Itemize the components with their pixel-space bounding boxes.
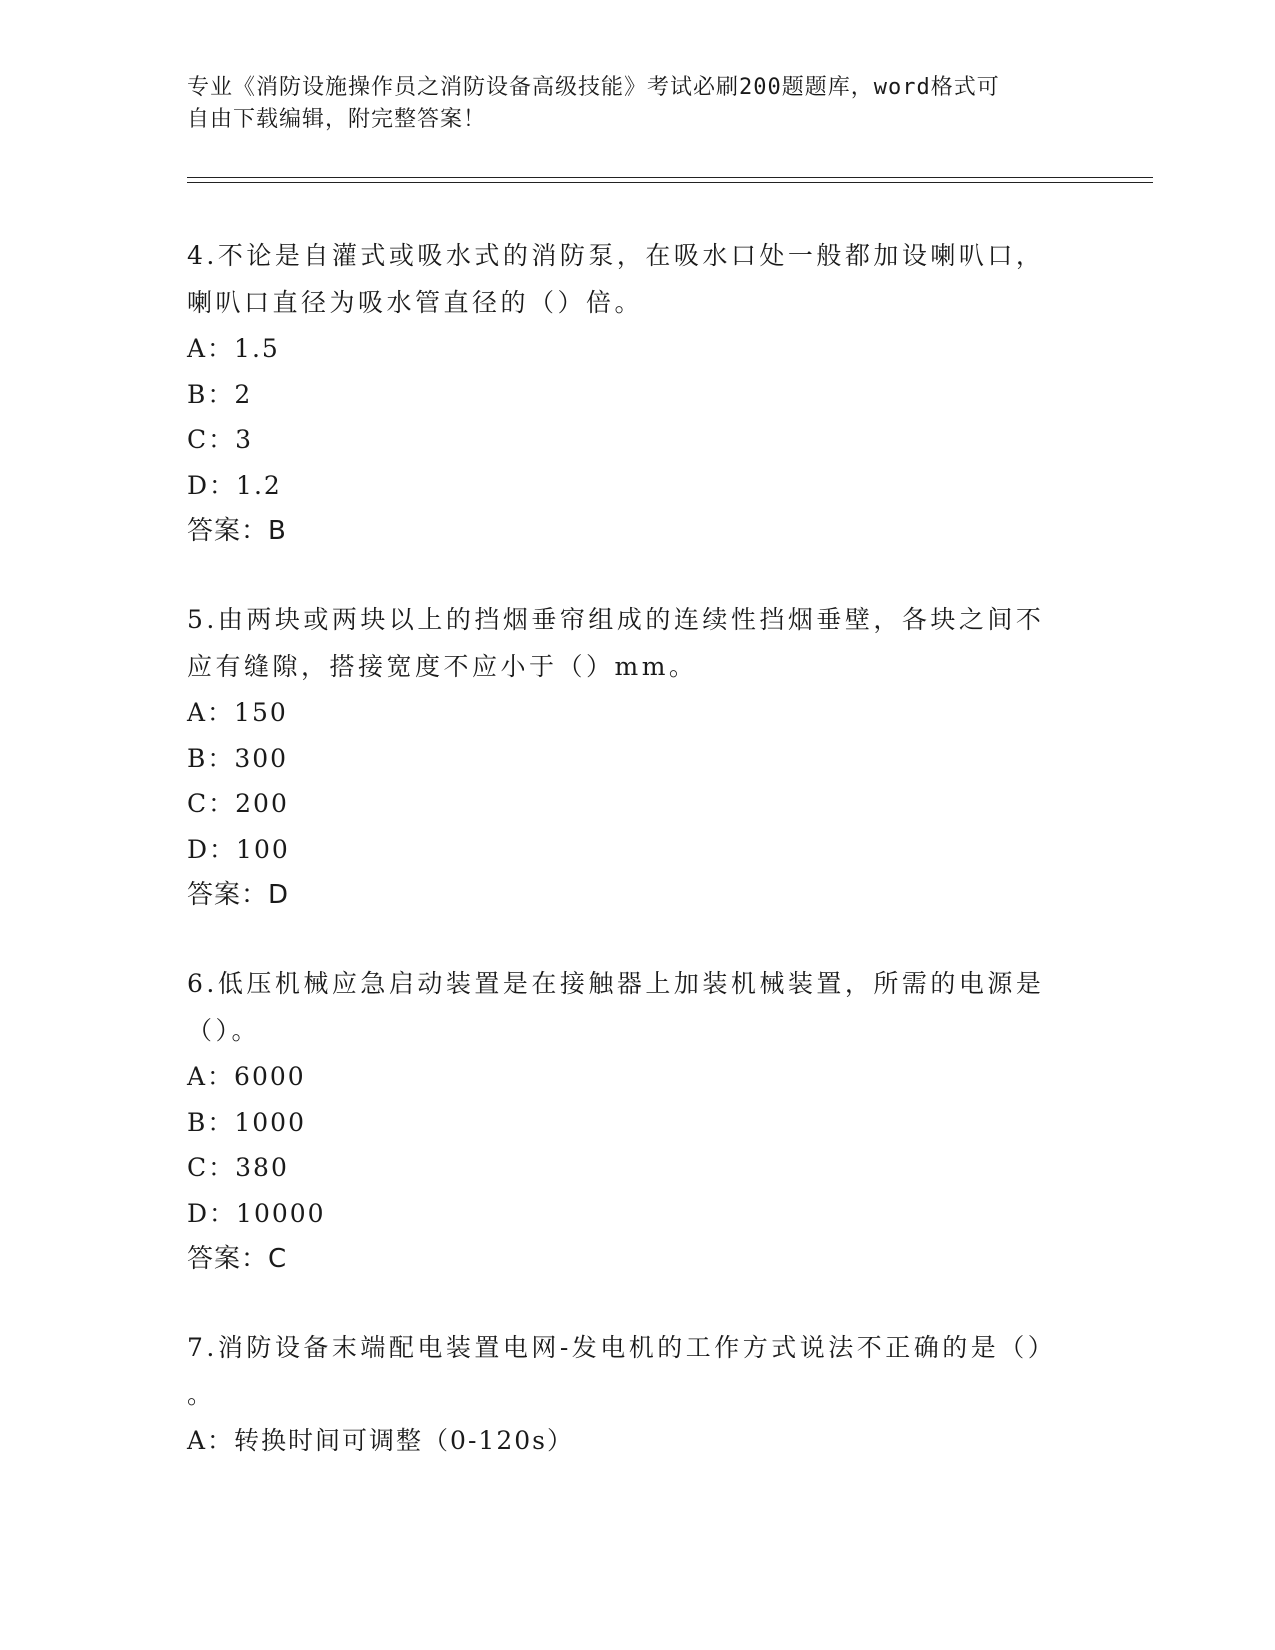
header-divider-bottom: [187, 182, 1153, 183]
header-divider-top: [187, 177, 1153, 178]
answer: 答案：B: [187, 516, 287, 546]
question-stem-line-1: 5.由两块或两块以上的挡烟垂帘组成的连续性挡烟垂壁，各块之间不: [187, 605, 1045, 634]
option-b: B：300: [187, 743, 289, 773]
option-a: A：6000: [187, 1062, 306, 1091]
option-a: A：150: [187, 698, 288, 727]
question-6: [187, 960, 1067, 1282]
header-line-2: 自由下载编辑，附完整答案！: [187, 107, 487, 132]
option-c: C：3: [187, 425, 254, 454]
option-a: A：转换时间可调整（0-120s）: [187, 1426, 574, 1455]
option-a: A：1.5: [187, 334, 280, 363]
question-stem-line-2: 。: [187, 1380, 216, 1409]
question-stem-line-1: 7.消防设备末端配电装置电网-发电机的工作方式说法不正确的是（）: [187, 1333, 1057, 1362]
option-c: C：380: [187, 1153, 289, 1182]
question-5: [187, 596, 1067, 918]
question-stem-line-2: 应有缝隙，搭接宽度不应小于（）mm。: [187, 652, 698, 681]
option-b: B：2: [187, 379, 253, 409]
option-b: B：1000: [187, 1107, 306, 1137]
answer: 答案：C: [187, 1244, 288, 1274]
question-stem-line-2: （）。: [187, 1016, 261, 1045]
option-c: C：200: [187, 789, 289, 818]
header-line-1: 专业《消防设施操作员之消防设备高级技能》考试必刷200题题库，word格式可: [187, 75, 1000, 100]
question-stem-line-1: 6.低压机械应急启动装置是在接触器上加装机械装置，所需的电源是: [187, 969, 1045, 998]
option-d: D：10000: [187, 1198, 326, 1228]
option-d: D：1.2: [187, 470, 282, 500]
document-header: [187, 72, 1067, 136]
question-4: [187, 232, 1067, 554]
answer: 答案：D: [187, 880, 290, 910]
option-d: D：100: [187, 834, 290, 864]
question-stem-line-1: 4.不论是自灌式或吸水式的消防泵，在吸水口处一般都加设喇叭口，: [187, 241, 1045, 270]
question-stem-line-2: 喇叭口直径为吸水管直径的（）倍。: [187, 288, 644, 317]
question-7: [187, 1324, 1067, 1464]
